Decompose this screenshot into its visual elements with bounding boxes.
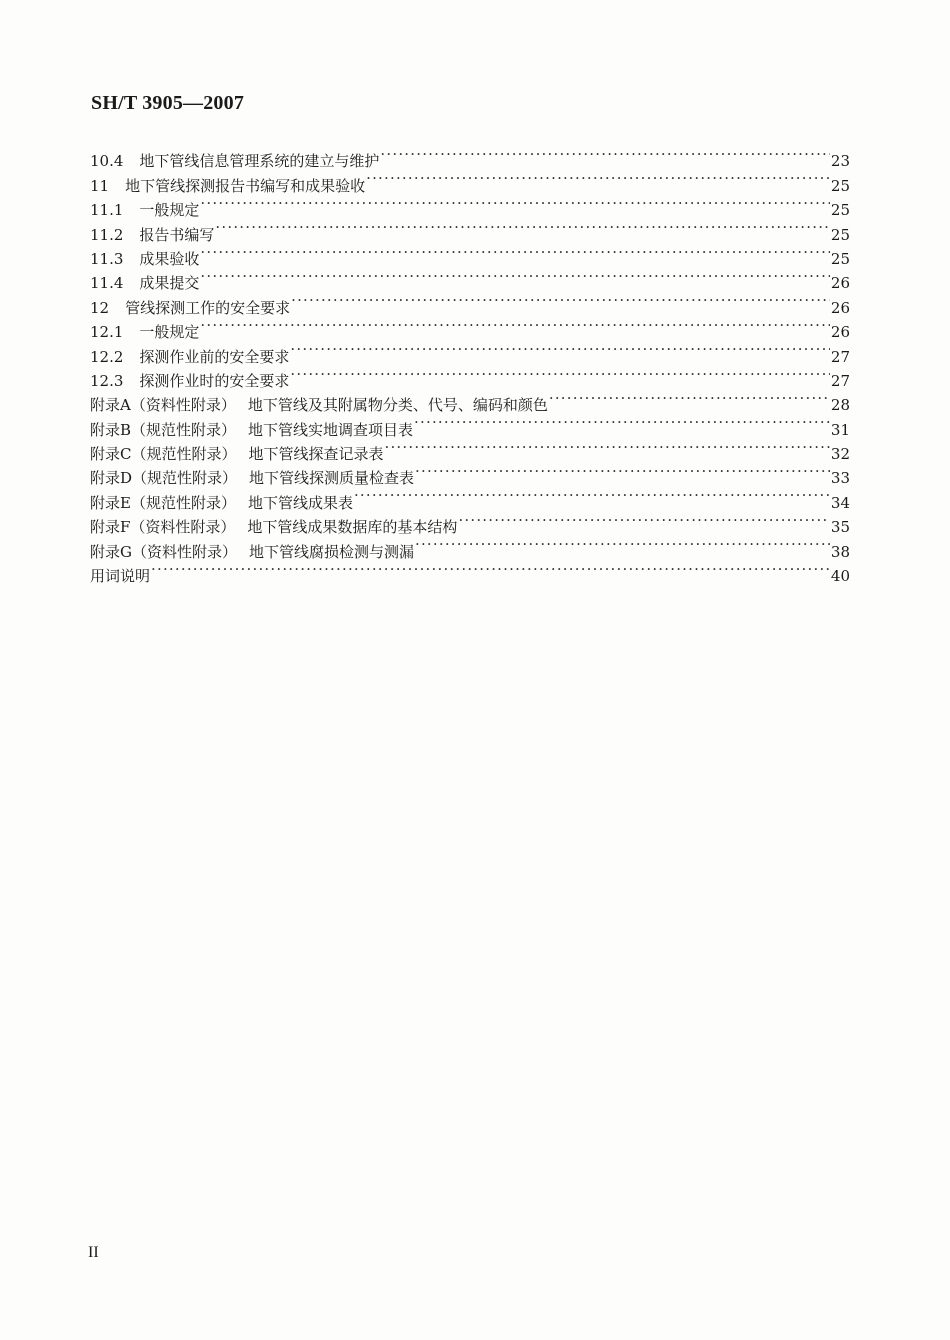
toc-entry-number: 附录A（资料性附录）	[90, 396, 236, 415]
toc-dot-leader	[385, 435, 830, 459]
toc-dot-leader	[291, 288, 830, 312]
toc-entry-title: 用词说明	[90, 567, 151, 586]
toc-dot-leader	[415, 459, 830, 483]
toc-entry-page: 26	[830, 323, 850, 342]
toc-entry[interactable]	[90, 191, 850, 220]
toc-dot-leader	[366, 166, 830, 190]
toc-dot-leader	[415, 532, 830, 556]
toc-entry-title: 一般规定	[139, 201, 200, 220]
toc-entry-title: 地下管线实地调查项目表	[248, 420, 414, 439]
toc-entry[interactable]	[90, 313, 850, 342]
toc-dot-leader	[380, 142, 829, 166]
toc-dot-leader	[200, 240, 829, 264]
toc-entry-title: 探测作业时的安全要求	[139, 371, 290, 390]
toc-entry-page: 25	[830, 176, 850, 195]
toc-dot-leader	[200, 313, 829, 337]
toc-entry-number: 附录B（规范性附录）	[90, 420, 237, 439]
toc-entry-number: 11.4	[90, 274, 124, 293]
toc-entry-number: 12.3	[90, 371, 124, 390]
toc-entry-title: 管线探测工作的安全要求	[125, 298, 291, 317]
toc-entry[interactable]	[90, 557, 850, 586]
toc-dot-leader	[200, 264, 829, 288]
toc-dot-leader	[354, 483, 830, 507]
toc-entry-title: 地下管线及其附属物分类、代号、编码和颜色	[247, 396, 548, 415]
toc-entry-title: 地下管线信息管理系统的建立与维护	[139, 152, 380, 171]
toc-entry-title: 探测作业前的安全要求	[139, 347, 290, 366]
toc-entry-page: 33	[830, 469, 850, 488]
toc-dot-leader	[215, 215, 829, 239]
toc-entry[interactable]	[90, 337, 850, 366]
toc-entry-title: 地下管线成果表	[247, 493, 353, 512]
toc-dot-leader	[549, 386, 830, 410]
page-number: II	[88, 1244, 99, 1261]
toc-entry-page: 38	[830, 542, 850, 561]
toc-entry-page: 28	[830, 396, 850, 415]
toc-entry-page: 25	[830, 201, 850, 220]
toc-dot-leader	[414, 410, 830, 434]
table-of-contents	[90, 142, 850, 586]
toc-entry-page: 35	[830, 518, 850, 537]
toc-dot-leader	[151, 557, 830, 581]
toc-entry-number: 附录G（资料性附录）	[90, 542, 237, 561]
toc-entry-number: 附录E（规范性附录）	[90, 493, 236, 512]
toc-entry-page: 26	[830, 298, 850, 317]
toc-entry-number: 附录F（资料性附录）	[90, 518, 236, 537]
toc-entry-page: 40	[830, 567, 850, 586]
toc-entry-number: 12.2	[90, 347, 124, 366]
toc-entry-page: 23	[830, 152, 850, 171]
toc-entry[interactable]	[90, 142, 850, 171]
toc-entry[interactable]	[90, 240, 850, 268]
toc-entry-number: 11.2	[90, 225, 124, 244]
toc-entry[interactable]	[90, 264, 850, 293]
toc-entry-title: 一般规定	[139, 323, 200, 342]
toc-entry-page: 27	[830, 371, 850, 390]
toc-entry-title: 地下管线探查记录表	[248, 445, 384, 464]
toc-entry-page: 25	[830, 249, 850, 268]
toc-entry-title: 地下管线成果数据库的基本结构	[247, 518, 458, 537]
standard-code: SH/T 3905—2007	[91, 92, 245, 114]
toc-entry-number: 11.1	[90, 201, 124, 220]
toc-entry-title: 成果验收	[139, 249, 200, 268]
toc-entry-page: 26	[830, 274, 850, 293]
toc-entry-page: 31	[830, 420, 850, 439]
toc-entry-number: 附录D（规范性附录）	[90, 469, 238, 488]
toc-entry-page: 34	[830, 493, 850, 512]
toc-entry-number: 11.3	[90, 249, 124, 268]
toc-entry-number: 12	[90, 298, 110, 317]
toc-entry-title: 地下管线腐损检测与测漏	[248, 542, 414, 561]
toc-entry-page: 27	[830, 347, 850, 366]
toc-entry[interactable]	[90, 288, 850, 317]
toc-dot-leader	[290, 362, 829, 386]
toc-entry-page: 25	[830, 225, 850, 244]
toc-entry-number: 10.4	[90, 152, 124, 171]
toc-dot-leader	[200, 191, 829, 215]
toc-dot-leader	[458, 508, 829, 532]
toc-entry-title: 地下管线探测质量检查表	[249, 469, 415, 488]
toc-entry-title: 报告书编写	[139, 225, 215, 244]
toc-entry-number: 11	[90, 176, 110, 195]
toc-entry-title: 地下管线探测报告书编写和成果验收	[125, 176, 366, 195]
toc-dot-leader	[290, 337, 829, 361]
toc-entry-number: 12.1	[90, 323, 124, 342]
toc-entry-number: 附录C（规范性附录）	[90, 445, 237, 464]
toc-entry-title: 成果提交	[139, 274, 200, 293]
toc-entry[interactable]	[90, 215, 850, 244]
toc-entry-page: 32	[830, 445, 850, 464]
